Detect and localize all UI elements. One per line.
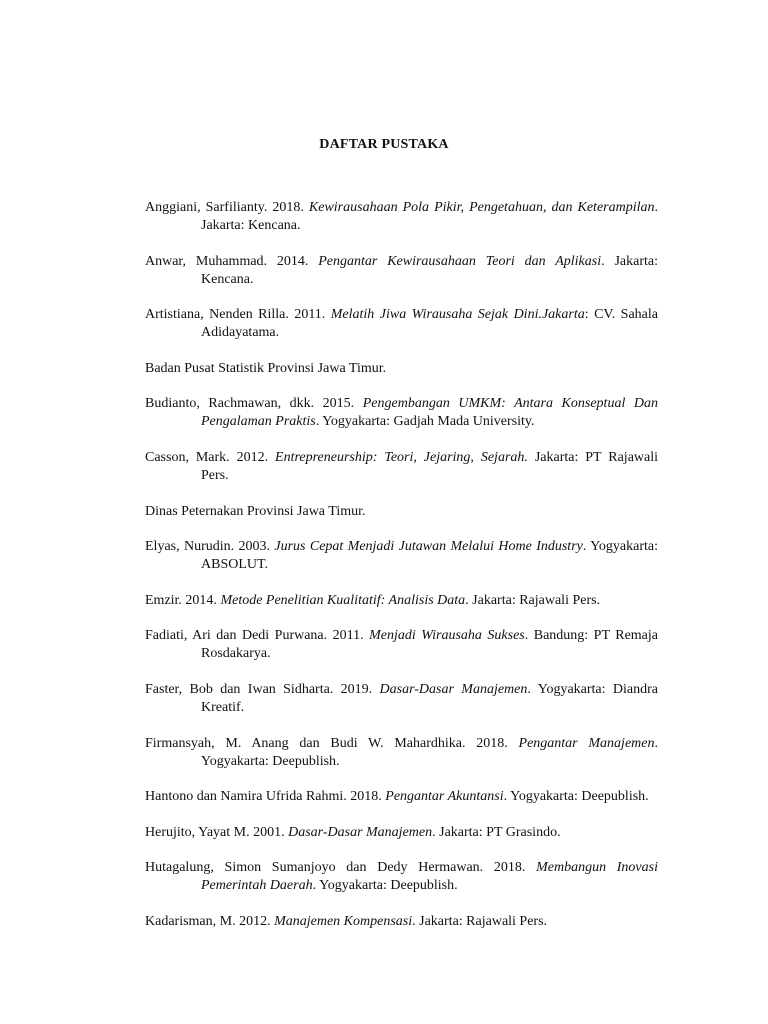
reference-title: Manajemen Kompensasi — [274, 913, 413, 929]
reference-author-year: Hantono dan Namira Ufrida Rahmi. 2018. — [145, 789, 386, 805]
reference-publisher: . Jakarta: Rajawali Pers. — [412, 913, 548, 929]
reference-publisher: . Bandung: PT Remaja Rosdakarya. — [201, 628, 659, 662]
reference-publisher: . Yogyakarta: Deepublish. — [201, 735, 658, 769]
reference-author-year: Anwar, Muhammad. 2014. — [145, 253, 319, 269]
page-title: DAFTAR PUSTAKA — [319, 137, 449, 152]
reference-title: Metode Penelitian Kualitatif: Analisis Data — [220, 592, 466, 608]
reference-list — [145, 199, 658, 949]
reference-author-year: Elyas, Nurudin. 2003. — [145, 539, 275, 555]
reference-author-year: Hutagalung, Simon Sumanjoyo dan Dedy Hermawan. 2018. — [145, 860, 537, 876]
reference-item — [145, 735, 658, 771]
reference-author-year: Anggiani, Sarfilianty. 2018. — [145, 200, 309, 215]
reference-item — [145, 913, 658, 931]
reference-item — [145, 538, 658, 574]
reference-item — [145, 199, 658, 235]
reference-title: Dasar-Dasar Manajemen — [288, 824, 433, 840]
reference-title: Entrepreneurship: Teori, Jejaring, Sejarah. — [275, 449, 528, 465]
reference-title: Membangun Inovasi Pemerintah Daerah — [201, 860, 658, 894]
reference-publisher: : CV. Sahala Adidayatama. — [201, 307, 658, 341]
reference-publisher: . Yogyakarta: Deepublish. — [312, 878, 458, 894]
reference-title: Menjadi Wirausaha Sukses — [369, 628, 525, 644]
reference-publisher: Jakarta: PT Rajawali Pers. — [201, 449, 659, 483]
reference-publisher: . Yogyakarta: ABSOLUT. — [201, 539, 658, 573]
reference-title: Pengembangan UMKM: Antara Konseptual Dan Pengalaman Praktis — [201, 396, 658, 430]
reference-author-year: Budianto, Rachmawan, dkk. 2015. — [145, 396, 363, 412]
reference-title: Kewirausahaan Pola Pikir, Pengetahuan, dan Keterampilan — [308, 200, 655, 215]
reference-item — [145, 306, 658, 342]
reference-item — [145, 360, 658, 378]
reference-publisher: . Yogyakarta: Deepublish. — [503, 789, 649, 805]
reference-item — [145, 627, 658, 663]
reference-author-year: Herujito, Yayat M. 2001. — [145, 824, 289, 840]
reference-item — [145, 449, 658, 485]
reference-author-year: Fadiati, Ari dan Dedi Purwana. 2011. — [145, 628, 370, 644]
reference-title: Pengantar Akuntansi — [385, 789, 504, 805]
reference-title: Dasar-Dasar Manajemen — [379, 681, 528, 697]
reference-publisher: . Yogyakarta: Diandra Kreatif. — [201, 681, 658, 715]
reference-author-year: Firmansyah, M. Anang dan Budi W. Mahardhika. 2018. — [145, 735, 519, 751]
reference-item — [145, 824, 658, 842]
reference-title: Melatih Jiwa Wirausaha Sejak Dini.Jakarta — [330, 307, 585, 323]
reference-author-year: Faster, Bob dan Iwan Sidharta. 2019. — [145, 681, 380, 697]
reference-item — [145, 592, 658, 610]
reference-publisher: . Jakarta: Kencana. — [201, 200, 659, 233]
reference-author-year: Casson, Mark. 2012. — [145, 449, 276, 465]
reference-publisher: . Jakarta: PT Grasindo. — [432, 824, 561, 840]
reference-publisher: . Jakarta: Rajawali Pers. — [465, 592, 601, 608]
reference-author-year: Dinas Peternakan Provinsi Jawa Timur. — [145, 503, 366, 519]
reference-item — [145, 253, 658, 289]
reference-author-year: Artistiana, Nenden Rilla. 2011. — [145, 307, 331, 323]
reference-title: Pengantar Manajemen — [518, 735, 655, 751]
reference-item — [145, 681, 658, 717]
reference-publisher: . Yogyakarta: Gadjah Mada University. — [315, 414, 535, 430]
reference-item — [145, 788, 658, 806]
reference-title: Jurus Cepat Menjadi Jutawan Melalui Home Industry — [274, 539, 583, 555]
reference-publisher: . Jakarta: Kencana. — [201, 253, 659, 287]
reference-author-year: Badan Pusat Statistik Provinsi Jawa Timur. — [145, 360, 387, 376]
reference-title: Pengantar Kewirausahaan Teori dan Aplikasi — [318, 253, 602, 269]
reference-item — [145, 395, 658, 431]
reference-author-year: Kadarisman, M. 2012. — [145, 913, 275, 929]
reference-item — [145, 859, 658, 895]
reference-item — [145, 503, 658, 521]
reference-author-year: Emzir. 2014. — [145, 592, 221, 608]
